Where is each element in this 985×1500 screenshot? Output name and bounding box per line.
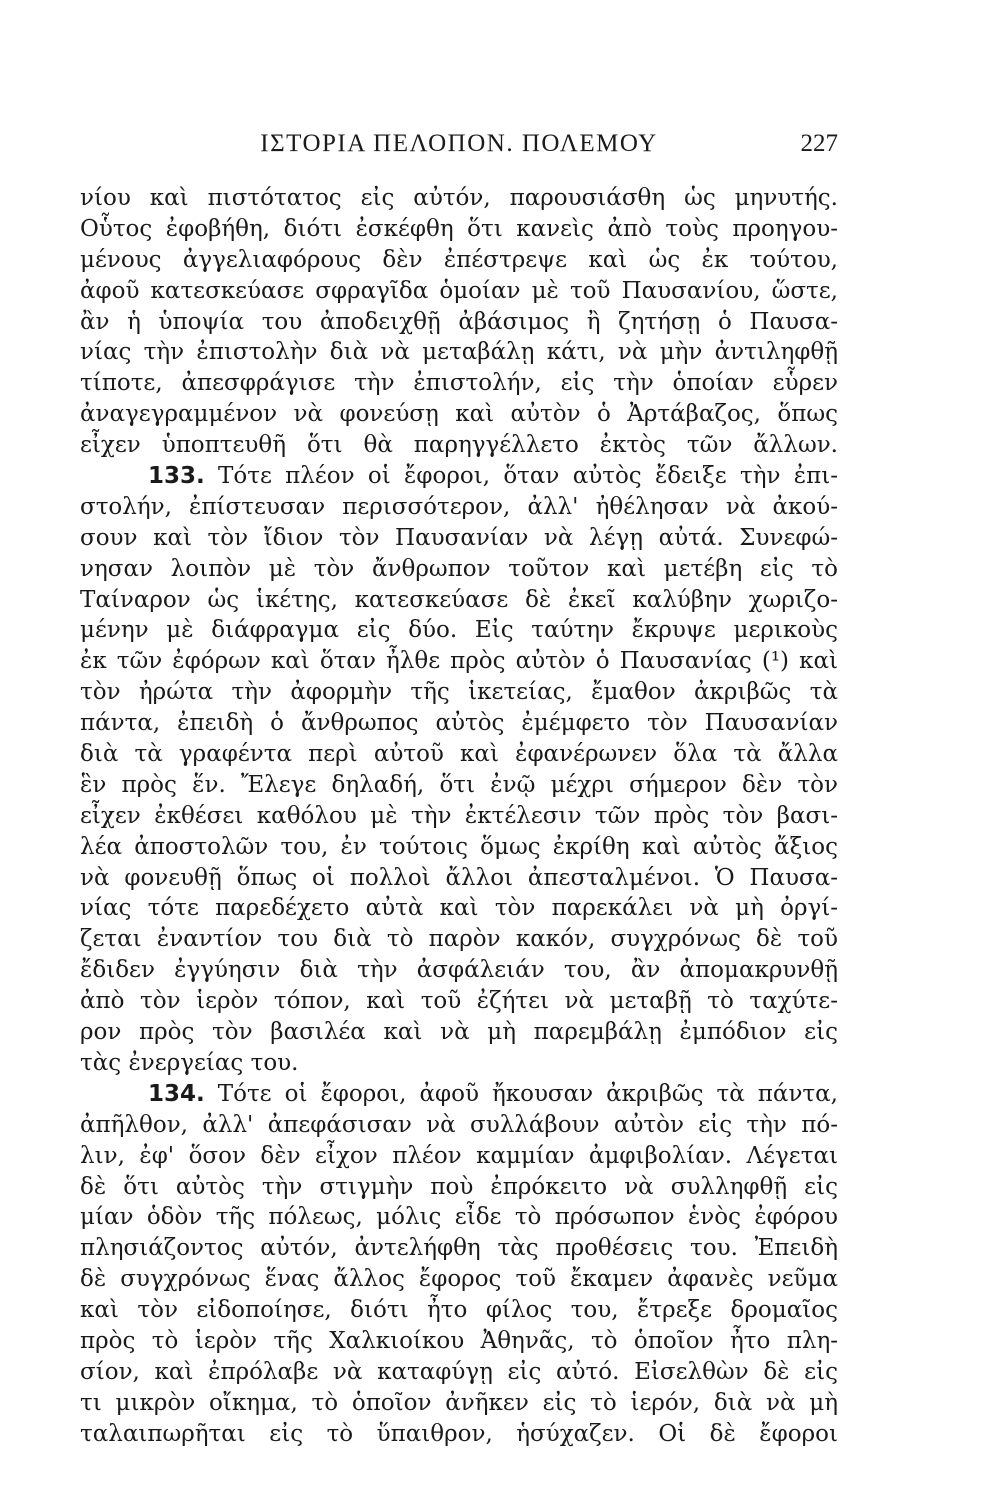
text-line — [80, 646, 838, 677]
line-text: ζεται ἐναντίον του διὰ τὸ παρὸν κακόν, συγχρόνως δὲ τοῦ — [80, 926, 838, 953]
section-start-line — [80, 461, 838, 492]
text-line — [80, 1172, 838, 1203]
line-text: νησαν λοιπὸν μὲ τὸν ἄνθρωπον τοῦτον καὶ μετέβη εἰς τὸ — [80, 555, 838, 582]
line-text: λιν, ἐφ' ὅσον δὲν εἶχον πλέον καμμίαν ἀμφιβολίαν. Λέγεται — [80, 1142, 838, 1169]
text-line — [80, 955, 838, 986]
line-text: Οὗτος ἐφοβήθη, διότι ἐσκέφθη ὅτι κανεὶς ἀπὸ τοὺς προηγου- — [80, 215, 838, 242]
text-line — [80, 245, 838, 276]
line-text: ἀπῆλθον, ἀλλ' ἀπεφάσισαν νὰ συλλάβουν αὐτὸν εἰς τὴν πό- — [80, 1111, 838, 1138]
line-text: σίον, καὶ ἐπρόλαβε νὰ καταφύγῃ εἰς αὐτό. Εἰσελθὼν δὲ εἰς — [80, 1358, 838, 1385]
text-line — [80, 1017, 838, 1048]
text-line — [80, 677, 838, 708]
line-text: νίας τὴν ἐπιστολὴν διὰ νὰ μεταβάλῃ κάτι, νὰ μὴν ἀντιληφθῇ — [80, 339, 838, 366]
text-line — [80, 832, 838, 863]
line-text: διὰ τὰ γραφέντα περὶ αὐτοῦ καὶ ἐφανέρωνεν ὅλα τὰ ἄλλα — [80, 741, 838, 768]
text-line — [80, 276, 838, 307]
text-line — [80, 523, 838, 554]
line-text: μένους ἀγγελιαφόρους δὲν ἐπέστρεψε καὶ ὡς ἐκ τούτου, — [80, 246, 838, 273]
text-line — [80, 1233, 838, 1264]
line-text: μίαν ὁδὸν τῆς πόλεως, μόλις εἶδε τὸ πρόσωπον ἑνὸς ἐφόρου — [80, 1204, 838, 1231]
text-line — [80, 1295, 838, 1326]
line-text: νὰ φονευθῇ ὅπως οἱ πολλοὶ ἄλλοι ἀπεσταλμένοι. Ὁ Παυσα- — [80, 864, 838, 891]
page-number: 227 — [800, 130, 838, 157]
line-text: πλησιάζοντος αὐτόν, ἀντελήφθη τὰς προθέσεις του. Ἐπειδὴ — [80, 1235, 838, 1262]
line-text: τίποτε, ἀπεσφράγισε τὴν ἐπιστολήν, εἰς τὴν ὁποίαν εὗρεν — [80, 370, 838, 397]
line-text: μένην μὲ διάφραγμα εἰς δύο. Εἰς ταύτην ἔκρυψε μερικοὺς — [80, 617, 838, 644]
line-text: στολήν, ἐπίστευσαν περισσότερον, ἀλλ' ἠθέλησαν νὰ ἀκού- — [80, 493, 838, 520]
text-line — [80, 554, 838, 585]
line-text: ἀπὸ τὸν ἱερὸν τόπον, καὶ τοῦ ἐζήτει νὰ μεταβῇ τὸ ταχύτε- — [80, 988, 838, 1015]
text-line — [80, 399, 838, 430]
line-text: ἓν πρὸς ἕν. Ἔλεγε δηλαδή, ὅτι ἐνῷ μέχρι σήμερον δὲν τὸν — [80, 771, 838, 798]
text-line — [80, 1326, 838, 1357]
line-text: ἂν ἡ ὑποψία του ἀποδειχθῇ ἀβάσιμος ἢ ζητήσῃ ὁ Παυσα- — [80, 308, 838, 335]
line-text: Τότε πλέον οἱ ἔφοροι, ὅταν αὐτὸς ἔδειξε τὴν ἐπι- — [204, 463, 838, 490]
line-text: τὸν ἠρώτα τὴν ἀφορμὴν τῆς ἱκετείας, ἔμαθον ἀκριβῶς τὰ — [80, 679, 838, 706]
line-text: πάντα, ἐπειδὴ ὁ ἄνθρωπος αὐτὸς ἐμέμφετο τὸν Παυσανίαν — [80, 710, 838, 737]
line-text: ἀφοῦ κατεσκεύασε σφραγῖδα ὁμοίαν μὲ τοῦ Παυσανίου, ὥστε, — [80, 277, 838, 304]
line-text: δὲ συγχρόνως ἕνας ἄλλος ἔφορος τοῦ ἔκαμεν ἀφανὲς νεῦμα — [80, 1266, 838, 1293]
line-text: εἶχεν ὑποπτευθῆ ὅτι θὰ παρηγγέλλετο ἐκτὸς τῶν ἄλλων. — [80, 432, 838, 459]
line-text: νίας τότε παρεδέχετο αὐτὰ καὶ τὸν παρεκάλει νὰ μὴ ὀργί- — [80, 895, 838, 922]
line-text: δὲ ὅτι αὐτὸς τὴν στιγμὴν ποὺ ἐπρόκειτο νὰ συλληφθῇ εἰς — [80, 1173, 838, 1200]
text-line — [80, 430, 838, 461]
line-text: τι μικρὸν οἴκημα, τὸ ὁποῖον ἀνῆκεν εἰς τὸ ἱερόν, διὰ νὰ μὴ — [80, 1389, 838, 1416]
text-line — [80, 337, 838, 368]
header-title: ΙΣΤΟΡΙΑ ΠΕΛΟΠΟΝ. ΠΟΛΕΜΟΥ — [260, 130, 658, 157]
line-text: ἔδιδεν ἐγγύησιν διὰ τὴν ἀσφάλειάν του, ἂν ἀπομακρυνθῇ — [80, 957, 838, 984]
text-line — [80, 924, 838, 955]
section-start-line — [80, 1079, 838, 1110]
line-text: λέα ἀποστολῶν του, ἐν τούτοις ὅμως ἐκρίθη καὶ αὐτὸς ἄξιος — [80, 833, 838, 860]
text-line — [80, 1110, 838, 1141]
text-line — [80, 585, 838, 616]
text-line — [80, 615, 838, 646]
text-line — [80, 368, 838, 399]
text-line — [80, 893, 838, 924]
line-text: Τότε οἱ ἔφοροι, ἀφοῦ ἤκουσαν ἀκριβῶς τὰ πάντα, — [204, 1080, 838, 1107]
line-text: ἐκ τῶν ἐφόρων καὶ ὅταν ἦλθε πρὸς αὐτὸν ὁ Παυσανίας (¹) καὶ — [80, 648, 838, 675]
text-line — [80, 1048, 838, 1079]
text-line — [80, 183, 838, 214]
text-line — [80, 708, 838, 739]
text-line — [80, 863, 838, 894]
section-number: 133. — [148, 463, 205, 490]
section-number: 134. — [148, 1080, 205, 1107]
line-text: καὶ τὸν εἰδοποίησε, διότι ἦτο φίλος του, ἔτρεξε δρομαῖος — [80, 1297, 838, 1324]
text-line — [80, 1264, 838, 1295]
text-line — [80, 739, 838, 770]
text-line — [80, 1202, 838, 1233]
text-line — [80, 1357, 838, 1388]
line-text: ἀναγεγραμμένον νὰ φονεύσῃ καὶ αὐτὸν ὁ Ἀρτάβαζος, ὅπως — [80, 401, 838, 428]
text-line — [80, 492, 838, 523]
text-line — [80, 1419, 838, 1450]
line-text: νίου καὶ πιστότατος εἰς αὐτόν, παρουσιάσθη ὡς μηνυτής. — [80, 185, 838, 211]
line-text: σουν καὶ τὸν ἴδιον τὸν Παυσανίαν νὰ λέγῃ αὐτά. Συνεφώ- — [80, 524, 838, 551]
line-text: τὰς ἐνεργείας του. — [80, 1049, 299, 1076]
line-text: ταλαιπωρῆται εἰς τὸ ὕπαιθρον, ἡσύχαζεν. Οἱ δὲ ἔφοροι — [80, 1420, 838, 1447]
text-line — [80, 1388, 838, 1419]
line-text: ρον πρὸς τὸν βασιλέα καὶ νὰ μὴ παρεμβάλῃ ἐμπόδιον εἰς — [80, 1019, 838, 1046]
text-line — [80, 307, 838, 338]
line-text: Ταίναρον ὡς ἱκέτης, κατεσκεύασε δὲ ἐκεῖ καλύβην χωριζο- — [80, 586, 838, 613]
text-line — [80, 1141, 838, 1172]
text-line — [80, 986, 838, 1017]
text-line — [80, 770, 838, 801]
body-text — [80, 183, 838, 1450]
line-text: εἶχεν ἐκθέσει καθόλου μὲ τὴν ἐκτέλεσιν τῶν πρὸς τὸν βασι- — [80, 802, 838, 829]
line-text: πρὸς τὸ ἱερὸν τῆς Χαλκιοίκου Ἀθηνᾶς, τὸ ὁποῖον ἦτο πλη- — [80, 1327, 838, 1354]
running-header — [80, 128, 838, 160]
text-line — [80, 214, 838, 245]
text-line — [80, 801, 838, 832]
